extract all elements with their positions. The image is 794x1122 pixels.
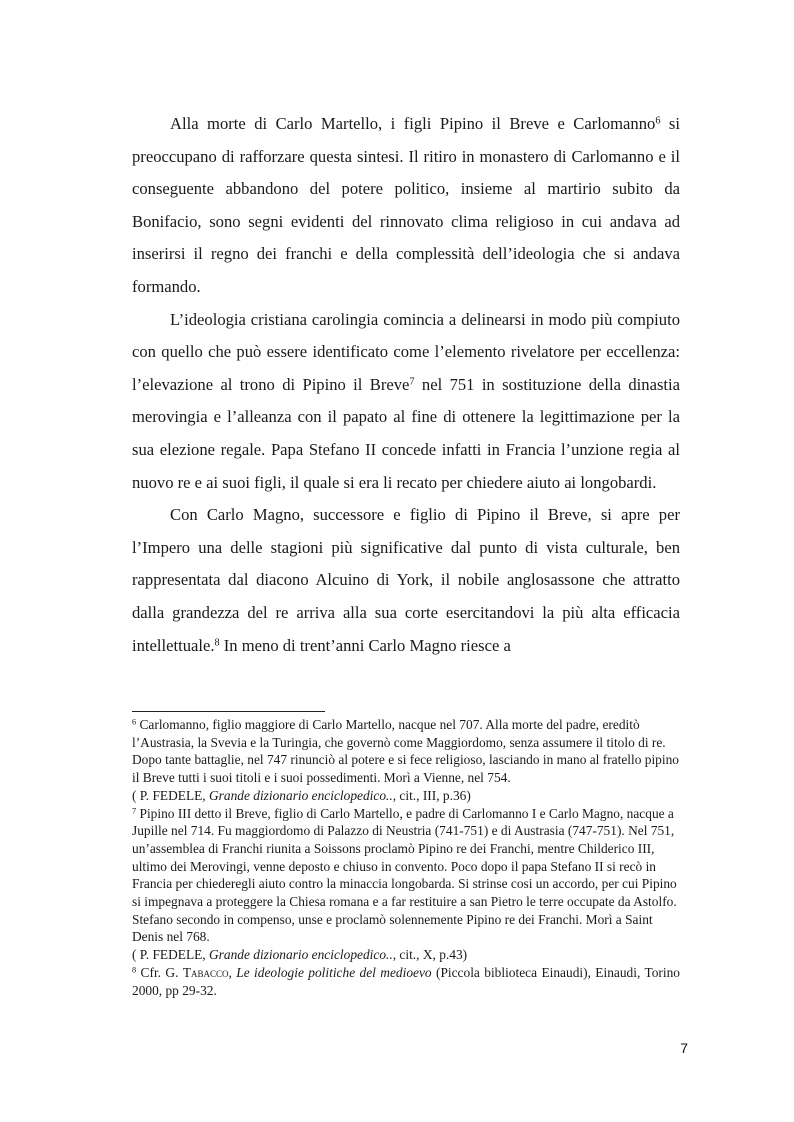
footnote-7: $^7$ Pipino III detto il Breve, figlio di Carlo Martello, e padre di Carlomanno I e Carlo Magno, nacque a Jupille nel 714. Fu maggiordomo di Palazzo di Neustria (741-751) e di Austrasia (747-751). Nel 751, un’assemblea di Franchi riunita a Soissons proclamò Pipino re dei Franchi, mentre Childerico III, ultimo dei Merovingi, venne deposto e chiuso in convento. Poco dopo il papa Stefano II si recò in Francia per chiederegli aiuto contro la minaccia longobarda. Si strinse cosi un accordo, per cui Pipino si impegnava a proteggere la Chiesa romana e a far restituire a san Pietro le terre occupate da Astolfo. Stefano secondo in compenso, unse e proclamò solennemente Pipino re dei Franchi. Morì a Saint Denis nel 768. ( P. FEDELE, Grande dizionario enciclopedico.., cit., X, p.43): [132, 805, 677, 963]
footnote-number: 6: [132, 717, 137, 727]
citation-author: Tabacco: [182, 964, 229, 980]
footnote-ref-7[interactable]: 7: [409, 376, 415, 388]
page-number: 7: [680, 1040, 688, 1056]
body-text: [132, 108, 680, 662]
footnotes: [132, 716, 680, 999]
paragraph-1: Alla morte di Carlo Martello, i figli Pipino il Breve e Carlomanno$^6$ si preoccupano di rafforzare questa sintesi. Il ritiro in monastero di Carlomanno e il conseguente abbandono del potere politico, insieme al martirio subito da Bonifacio, sono segni evidenti del rinnovato clima religioso in cui andava ad inserirsi il regno dei franchi e della complessità dell’ideologia che si andava formando.: [132, 114, 681, 296]
footnote-ref-6[interactable]: 6: [655, 115, 661, 127]
citation-title: Grande dizionario enciclopedico..,: [209, 947, 397, 963]
citation-title: Le ideologie politiche del medioevo: [236, 964, 432, 980]
footnote-separator: [132, 711, 325, 712]
paragraph-3: Con Carlo Magno, successore e figlio di Pipino il Breve, si apre per l’Impero una delle stagioni più significative dal punto di vista culturale, ben rappresentata dal diacono Alcuino di York, il nobile anglosassone che attratto dalla grandezza del re arriva alla sua corte esercitandovi la più alta efficacia intellettuale.$^8$ In meno di trent’anni Carlo Magno riesce a: [132, 505, 680, 655]
footnote-ref-8[interactable]: 8: [214, 636, 220, 648]
footnote-number: 8: [132, 965, 137, 975]
footnote-number: 7: [132, 805, 137, 815]
paragraph-2: L’ideologia cristiana carolingia comincia a delinearsi in modo più compiuto con quello che può essere identificato come l’elemento rivelatore per eccellenza: l’elevazione al trono di Pipino il Breve$^7$ nel 751 in sostituzione della dinastia merovingia e l’alleanza con il papato al fine di ottenere la legittimazione per la sua elezione regale. Papa Stefano II concede infatti in Francia l’unzione regia al nuovo re e ai suoi figli, il quale si era li recato per chiedere aiuto ai longobardi.: [132, 309, 680, 492]
citation-title: Grande dizionario enciclopedico..,: [209, 787, 397, 803]
footnote-8: $^8$ Cfr. G. Tabacco, Le ideologie politiche del medioevo (Piccola biblioteca Einaudi), Einaudi, Torino 2000, pp 29-32.: [132, 964, 680, 998]
footnote-6: $^6$ Carlomanno, figlio maggiore di Carlo Martello, nacque nel 707. Alla morte del padre, ereditò l’Austrasia, la Svevia e la Turingia, che governò come Maggiordomo, senza assumere il titolo di re. Dopo tante battaglie, nel 747 rinunciò al potere e si fece religioso, lasciando in mano al fratello pipino il Breve tutti i suoi titoli e i suoi possedimenti. Morì a Vienne, nel 754. ( P. FEDELE, Grande dizionario enciclopedico.., cit., III, p.36): [132, 717, 679, 803]
